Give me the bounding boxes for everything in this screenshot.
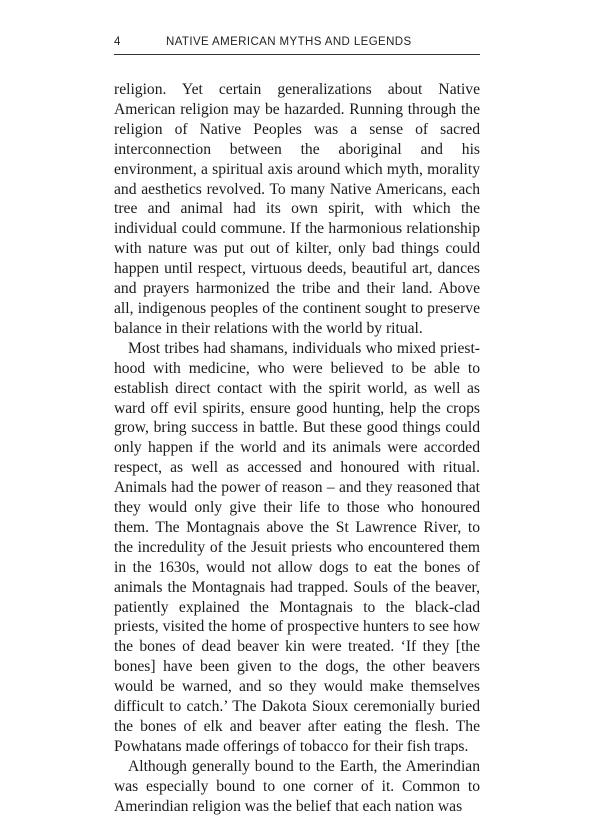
paragraph-continued: religion. Yet certain generalizations about Native American religion may be hazarded. Running through the religion of Native Peoples was a sense of sacred interconnection between the aboriginal and his environment, a spiritual axis around which myth, morality and aesthetics revolved. To many Native Americans, each tree and animal had its own spirit, with which the individual could commune. If the harmonious relationship with nature was put out of kilter, only bad things could happen until respect, virtuous deeds, beautiful art, dances and prayers harmonized the tribe and their land. Above all, indigenous peoples of the continent sought to preserve balance in their relations with the world by ritual.: [114, 81, 480, 337]
page-number: 4: [114, 36, 121, 48]
running-title: NATIVE AMERICAN MYTHS AND LEGENDS: [166, 36, 412, 48]
paragraph-shamans: Most tribes had shamans, individuals who mixed priesthood with medicine, who were believed to be able to establish direct contact with the spirit world, as well as ward off evil spirits, ensure good hunting, help the crops grow, bring success in battle. But these good things could only happen if the world and its animals were accorded respect, as well as accessed and honoured with ritual. Animals had the power of reason – and they reasoned that they would only give their life to those who honoured them. The Montagnais above the St Lawrence River, to the incredulity of the Jesuit priests who encountered them in the 1630s, would not allow dogs to eat the bones of animals the Montagnais had trapped. Souls of the beaver, patiently explained the Montagnais to the black-clad priests, visited the home of prospective hunters to see how the bones of dead beaver kin were treated. ‘If they [the bones] have been given to the dogs, the other beavers would be warned, and so they would make themselves difficult to catch.’ The Dakota Sioux ceremonially buried the bones of elk and beaver after eating the flesh. The Powhatans made offerings of tobacco for their fish traps.: [114, 339, 480, 755]
body-text: [114, 80, 480, 817]
header-rule: [114, 54, 480, 55]
paragraph-earth: Although generally bound to the Earth, the Amerindian was especially bound to one corner of it. Common to Amerindian religion was the belief that each nation was: [114, 757, 480, 815]
running-head: [114, 30, 480, 54]
